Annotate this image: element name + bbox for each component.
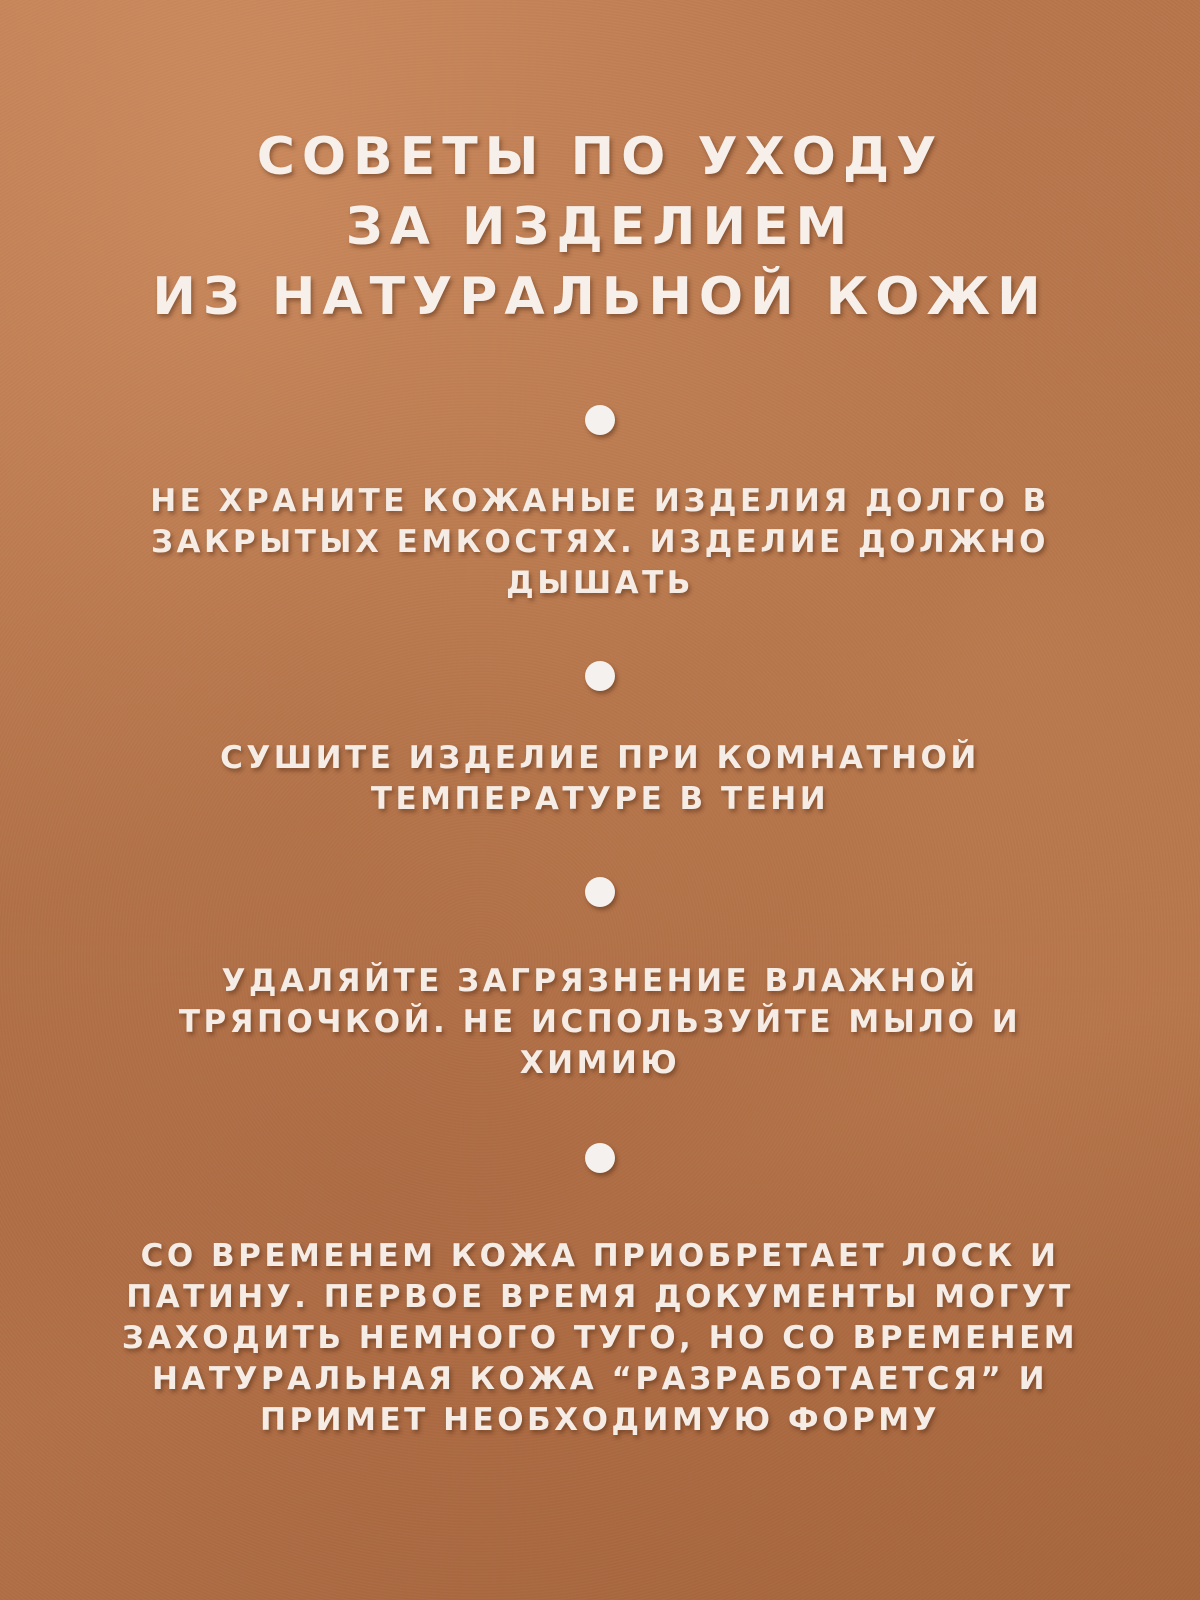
tip-line: ЗАХОДИТЬ НЕМНОГО ТУГО, НО СО ВРЕМЕНЕМ xyxy=(121,1320,1079,1356)
tip-line: УДАЛЯЙТЕ ЗАГРЯЗНЕНИЕ ВЛАЖНОЙ xyxy=(221,963,979,999)
tip-line: ПАТИНУ. ПЕРВОЕ ВРЕМЯ ДОКУМЕНТЫ МОГУТ xyxy=(126,1279,1074,1315)
page-title xyxy=(0,122,1200,332)
tip-line: СО ВРЕМЕНЕМ КОЖА ПРИОБРЕТАЕТ ЛОСК И xyxy=(140,1238,1060,1274)
tip-line: ХИМИЮ xyxy=(519,1045,681,1081)
care-tip-2 xyxy=(60,738,1140,820)
tip-line: НАТУРАЛЬНАЯ КОЖА “РАЗРАБОТАЕТСЯ” И xyxy=(151,1361,1049,1397)
tip-line: ПРИМЕТ НЕОБХОДИМУЮ ФОРМУ xyxy=(260,1402,940,1438)
care-tip-4 xyxy=(60,1236,1140,1441)
title-line: ИЗ НАТУРАЛЬНОЙ КОЖИ xyxy=(152,267,1048,327)
care-tip-1 xyxy=(60,481,1140,604)
bullet-dot-icon xyxy=(585,1143,615,1173)
tip-line: ТРЯПОЧКОЙ. НЕ ИСПОЛЬЗУЙТЕ МЫЛО И xyxy=(178,1004,1022,1040)
tip-line: НЕ ХРАНИТЕ КОЖАНЫЕ ИЗДЕЛИЯ ДОЛГО В xyxy=(150,483,1050,519)
title-line: ЗА ИЗДЕЛИЕМ xyxy=(345,197,855,257)
tip-line: ЗАКРЫТЫХ ЕМКОСТЯХ. ИЗДЕЛИЕ ДОЛЖНО xyxy=(151,524,1049,560)
tip-line: ДЫШАТЬ xyxy=(506,565,694,601)
bullet-dot-icon xyxy=(585,405,615,435)
tip-line: СУШИТЕ ИЗДЕЛИЕ ПРИ КОМНАТНОЙ xyxy=(220,740,980,776)
title-line: СОВЕТЫ ПО УХОДУ xyxy=(256,127,944,187)
bullet-dot-icon xyxy=(585,877,615,907)
bullet-dot-icon xyxy=(585,661,615,691)
tip-line: ТЕМПЕРАТУРЕ В ТЕНИ xyxy=(370,781,830,817)
care-tip-3 xyxy=(60,961,1140,1084)
